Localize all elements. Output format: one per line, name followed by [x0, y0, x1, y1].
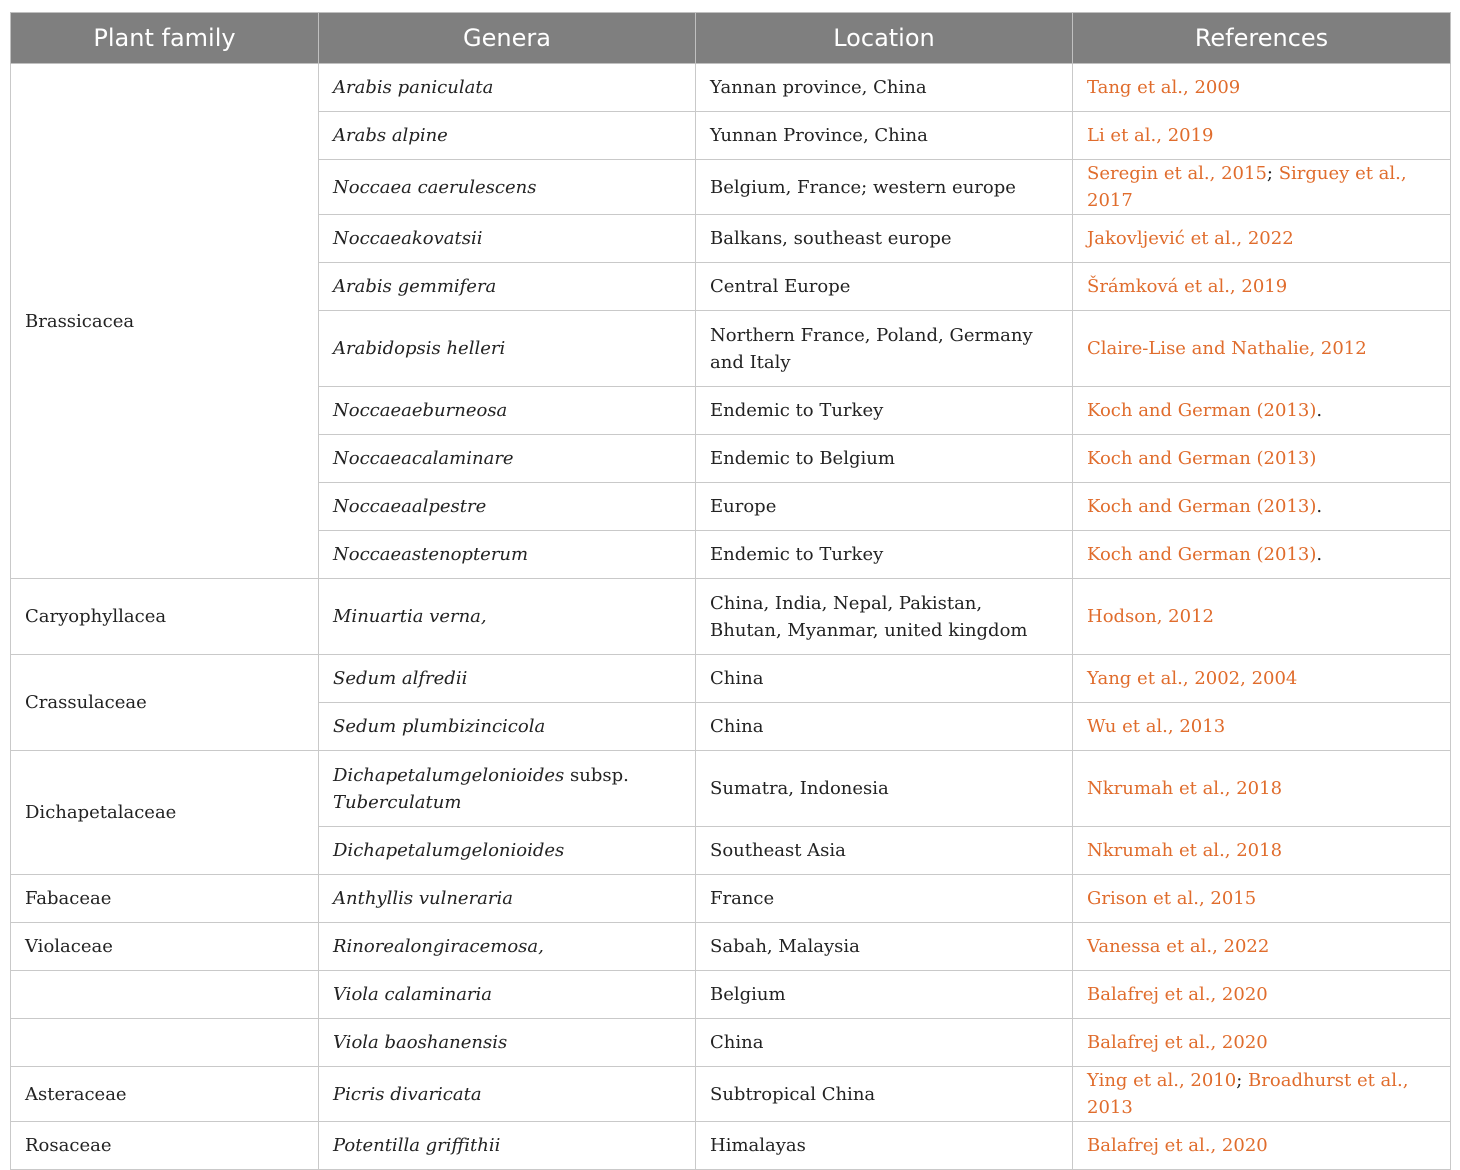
- table-row: [11, 579, 1451, 655]
- reference-link[interactable]: Nkrumah et al., 2018: [1087, 840, 1283, 861]
- reference-separator: ;: [1236, 1070, 1243, 1091]
- reference-link[interactable]: Tang et al., 2009: [1087, 77, 1241, 98]
- reference-cell: [1073, 1019, 1451, 1067]
- table-row: [11, 1067, 1451, 1122]
- reference-cell: [1073, 579, 1451, 655]
- family-cell: Violaceae: [11, 923, 319, 971]
- table-body: [11, 64, 1451, 1170]
- reference-cell: [1073, 1122, 1451, 1170]
- location-cell: Endemic to Turkey: [696, 531, 1073, 579]
- reference-link[interactable]: Koch and German (2013): [1087, 400, 1317, 421]
- reference-cell: [1073, 387, 1451, 435]
- location-cell: Belgium: [696, 971, 1073, 1019]
- reference-cell: [1073, 435, 1451, 483]
- location-cell: China, India, Nepal, Pakistan, Bhutan, Myanmar, united kingdom: [696, 579, 1073, 655]
- reference-link[interactable]: Yang et al., 2002, 2004: [1087, 668, 1298, 689]
- reference-link[interactable]: Hodson, 2012: [1087, 606, 1214, 627]
- reference-cell: [1073, 531, 1451, 579]
- reference-cell: [1073, 112, 1451, 160]
- genus-cell: Picris divaricata: [319, 1067, 696, 1122]
- genus-tail: Tuberculatum: [333, 791, 462, 813]
- family-cell: Asteraceae: [11, 1067, 319, 1122]
- reference-link[interactable]: Koch and German (2013): [1087, 544, 1317, 565]
- reference-link[interactable]: Balafrej et al., 2020: [1087, 1135, 1268, 1156]
- family-cell: Brassicacea: [11, 64, 319, 579]
- family-cell: Fabaceae: [11, 875, 319, 923]
- reference-link[interactable]: Balafrej et al., 2020: [1087, 984, 1268, 1005]
- table-row: [11, 751, 1451, 827]
- location-cell: Belgium, France; western europe: [696, 160, 1073, 215]
- reference-link[interactable]: Seregin et al., 2015: [1087, 163, 1267, 184]
- location-cell: Balkans, southeast europe: [696, 215, 1073, 263]
- family-cell: Rosaceae: [11, 1122, 319, 1170]
- reference-link[interactable]: Balafrej et al., 2020: [1087, 1032, 1268, 1053]
- genus-cell: Arabs alpine: [319, 112, 696, 160]
- genus-cell: Sedum plumbizincicola: [319, 703, 696, 751]
- family-cell: Caryophyllacea: [11, 579, 319, 655]
- reference-link[interactable]: Šrámková et al., 2019: [1087, 276, 1288, 297]
- location-cell: Endemic to Belgium: [696, 435, 1073, 483]
- family-cell: Crassulaceae: [11, 655, 319, 751]
- reference-link[interactable]: Broadhurst et al., 2013: [1087, 1070, 1409, 1118]
- family-cell: Dichapetalaceae: [11, 751, 319, 875]
- header-genera: Genera: [319, 13, 696, 64]
- reference-cell: [1073, 655, 1451, 703]
- plant-reference-table: [10, 12, 1451, 1170]
- table-row: [11, 1122, 1451, 1170]
- reference-link[interactable]: Li et al., 2019: [1087, 125, 1214, 146]
- table-row: [11, 875, 1451, 923]
- genus-cell: Anthyllis vulneraria: [319, 875, 696, 923]
- header-references: References: [1073, 13, 1451, 64]
- reference-tail: .: [1316, 544, 1323, 565]
- genus-cell: Minuartia verna,: [319, 579, 696, 655]
- genus-cell: Noccaeaalpestre: [319, 483, 696, 531]
- reference-link[interactable]: Grison et al., 2015: [1087, 888, 1257, 909]
- reference-cell: [1073, 923, 1451, 971]
- genus-cell: Noccaeakovatsii: [319, 215, 696, 263]
- table-row: [11, 64, 1451, 112]
- genus-cell: Potentilla griffithii: [319, 1122, 696, 1170]
- genus-cell: Noccaeaeburneosa: [319, 387, 696, 435]
- location-cell: China: [696, 655, 1073, 703]
- reference-cell: [1073, 311, 1451, 387]
- location-cell: Yannan province, China: [696, 64, 1073, 112]
- header-location: Location: [696, 13, 1073, 64]
- genus-cell: Arabis gemmifera: [319, 263, 696, 311]
- reference-link[interactable]: Koch and German (2013): [1087, 496, 1317, 517]
- location-cell: Himalayas: [696, 1122, 1073, 1170]
- reference-tail: .: [1316, 496, 1323, 517]
- reference-separator: ;: [1266, 163, 1273, 184]
- header-row: [11, 13, 1451, 64]
- genus-cell: Viola baoshanensis: [319, 1019, 696, 1067]
- genus-cell: Rinorealongiracemosa,: [319, 923, 696, 971]
- genus-name: Dichapetalumgelonioides: [333, 764, 565, 786]
- reference-cell: [1073, 160, 1451, 215]
- location-cell: Central Europe: [696, 263, 1073, 311]
- genus-cell: Viola calaminaria: [319, 971, 696, 1019]
- reference-cell: [1073, 751, 1451, 827]
- location-cell: Sumatra, Indonesia: [696, 751, 1073, 827]
- table-header: [11, 13, 1451, 64]
- family-cell: [11, 1019, 319, 1067]
- header-plant-family: Plant family: [11, 13, 319, 64]
- location-cell: Subtropical China: [696, 1067, 1073, 1122]
- genus-cell: Arabidopsis helleri: [319, 311, 696, 387]
- reference-cell: [1073, 703, 1451, 751]
- genus-cell: Noccaeastenopterum: [319, 531, 696, 579]
- location-cell: China: [696, 1019, 1073, 1067]
- reference-cell: [1073, 1067, 1451, 1122]
- reference-link[interactable]: Claire-Lise and Nathalie, 2012: [1087, 338, 1367, 359]
- reference-link[interactable]: Sirguey et al., 2017: [1087, 163, 1407, 211]
- table-row: [11, 923, 1451, 971]
- reference-cell: [1073, 971, 1451, 1019]
- genus-cell: Noccaea caerulescens: [319, 160, 696, 215]
- reference-tail: .: [1316, 400, 1323, 421]
- reference-cell: [1073, 483, 1451, 531]
- reference-cell: [1073, 215, 1451, 263]
- reference-link[interactable]: Nkrumah et al., 2018: [1087, 778, 1283, 799]
- table-row: [11, 971, 1451, 1019]
- reference-cell: [1073, 875, 1451, 923]
- reference-cell: [1073, 64, 1451, 112]
- table-row: [11, 655, 1451, 703]
- location-cell: Yunnan Province, China: [696, 112, 1073, 160]
- location-cell: France: [696, 875, 1073, 923]
- reference-link[interactable]: Ying et al., 2010: [1087, 1070, 1237, 1091]
- reference-cell: [1073, 827, 1451, 875]
- location-cell: Endemic to Turkey: [696, 387, 1073, 435]
- location-cell: Southeast Asia: [696, 827, 1073, 875]
- table-row: [11, 1019, 1451, 1067]
- location-cell: Europe: [696, 483, 1073, 531]
- genus-suffix: subsp.: [564, 764, 629, 786]
- genus-cell: Sedum alfredii: [319, 655, 696, 703]
- reference-link[interactable]: Wu et al., 2013: [1087, 716, 1226, 737]
- reference-link[interactable]: Vanessa et al., 2022: [1087, 936, 1270, 957]
- genus-cell: Arabis paniculata: [319, 64, 696, 112]
- reference-link[interactable]: Koch and German (2013): [1087, 448, 1317, 469]
- location-cell: Sabah, Malaysia: [696, 923, 1073, 971]
- genus-cell: Dichapetalumgelonioides: [319, 827, 696, 875]
- reference-link[interactable]: Jakovljević et al., 2022: [1087, 228, 1294, 249]
- location-cell: China: [696, 703, 1073, 751]
- family-cell: [11, 971, 319, 1019]
- location-cell: Northern France, Poland, Germany and Italy: [696, 311, 1073, 387]
- reference-cell: [1073, 263, 1451, 311]
- genus-cell: [319, 751, 696, 827]
- genus-cell: Noccaeacalaminare: [319, 435, 696, 483]
